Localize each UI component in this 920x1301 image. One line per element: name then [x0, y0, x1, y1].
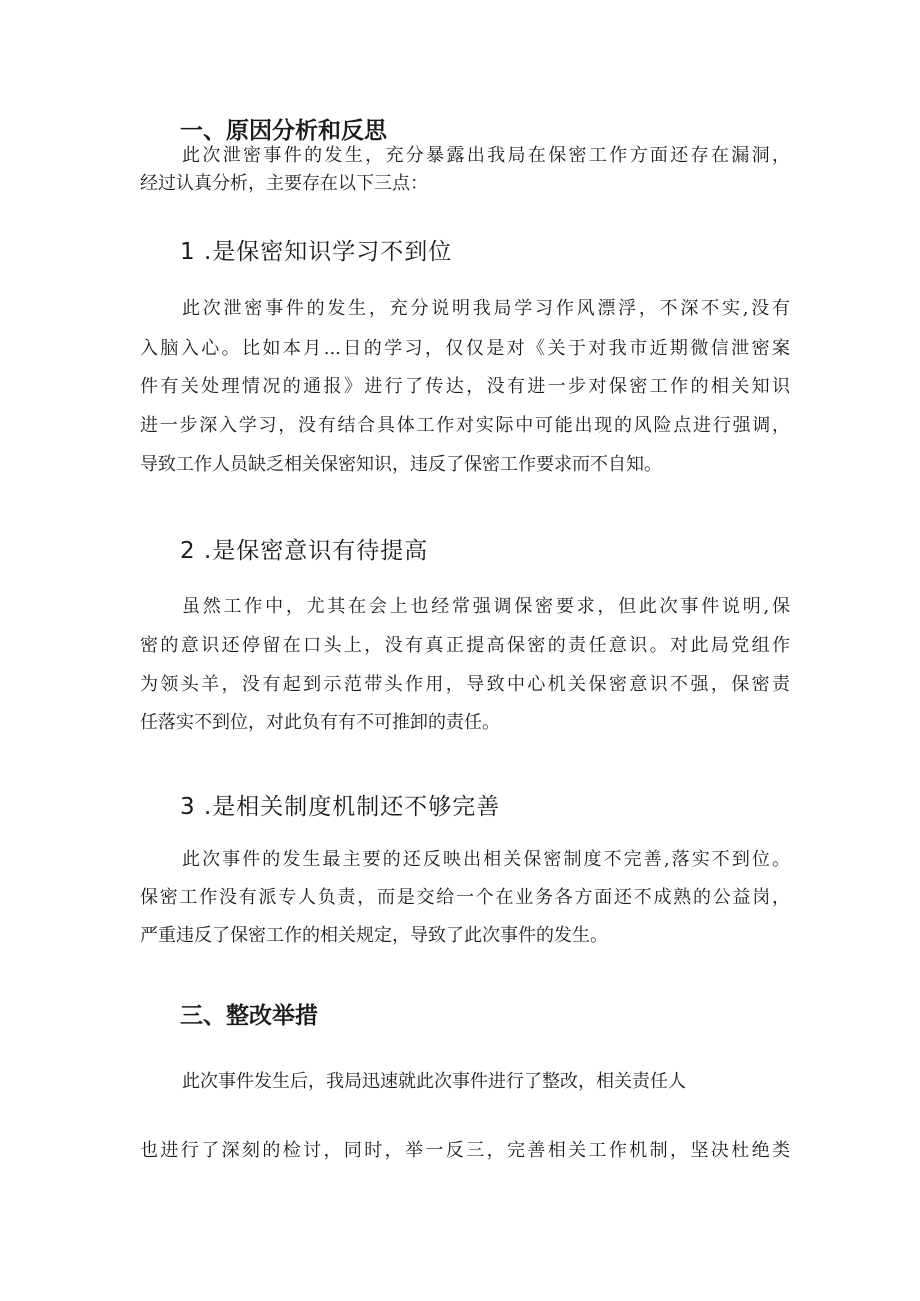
paragraph-line: 件有关处理情况的通报》进行了传达，没有进一步对保密工作的相关知识	[140, 376, 790, 397]
point-heading-1: 1 .是保密知识学习不到位	[180, 239, 453, 265]
paragraph-line: 此次泄密事件的发生，充分说明我局学习作风漂浮，不深不实,没有	[182, 298, 790, 319]
point-heading-3: 3 .是相关制度机制还不够完善	[180, 794, 501, 820]
section-heading-cause-analysis: 一、原因分析和反思	[180, 118, 387, 144]
paragraph-line: 任落实不到位，对此负有有不可推卸的责任。	[140, 712, 500, 733]
paragraph-line: 保密工作没有派专人负责，而是交给一个在业务各方面还不成熟的公益岗，	[140, 887, 790, 908]
paragraph-line: 此次泄密事件的发生，充分暴露出我局在保密工作方面还存在漏洞，	[182, 145, 790, 166]
point-heading-2: 2 .是保密意识有待提高	[180, 538, 429, 564]
paragraph-line: 严重违反了保密工作的相关规定，导致了此次事件的发生。	[140, 925, 608, 946]
paragraph-line: 为领头羊，没有起到示范带头作用，导致中心机关保密意识不强，保密责	[140, 674, 790, 695]
paragraph-line: 导致工作人员缺乏相关保密知识，违反了保密工作要求而不自知。	[140, 454, 662, 475]
paragraph-line: 虽然工作中，尤其在会上也经常强调保密要求，但此次事件说明,保	[182, 596, 790, 617]
section-heading-rectification: 三、整改举措	[180, 1003, 318, 1029]
paragraph-line: 此次事件的发生最主要的还反映出相关保密制度不完善,落实不到位。	[182, 849, 790, 870]
paragraph-line: 密的意识还停留在口头上，没有真正提高保密的责任意识。对此局党组作	[140, 635, 790, 656]
paragraph-line: 经过认真分析，主要存在以下三点：	[140, 173, 428, 194]
paragraph-line: 也进行了深刻的检讨，同时，举一反三，完善相关工作机制，坚决杜绝类	[140, 1140, 790, 1161]
paragraph-line: 此次事件发生后，我局迅速就此次事件进行了整改，相关责任人	[182, 1071, 686, 1092]
paragraph-line: 入脑入心。比如本月...日的学习，仅仅是对《关于对我市近期微信泄密案	[140, 338, 790, 359]
paragraph-line: 进一步深入学习，没有结合具体工作对实际中可能出现的风险点进行强调，	[140, 415, 790, 436]
